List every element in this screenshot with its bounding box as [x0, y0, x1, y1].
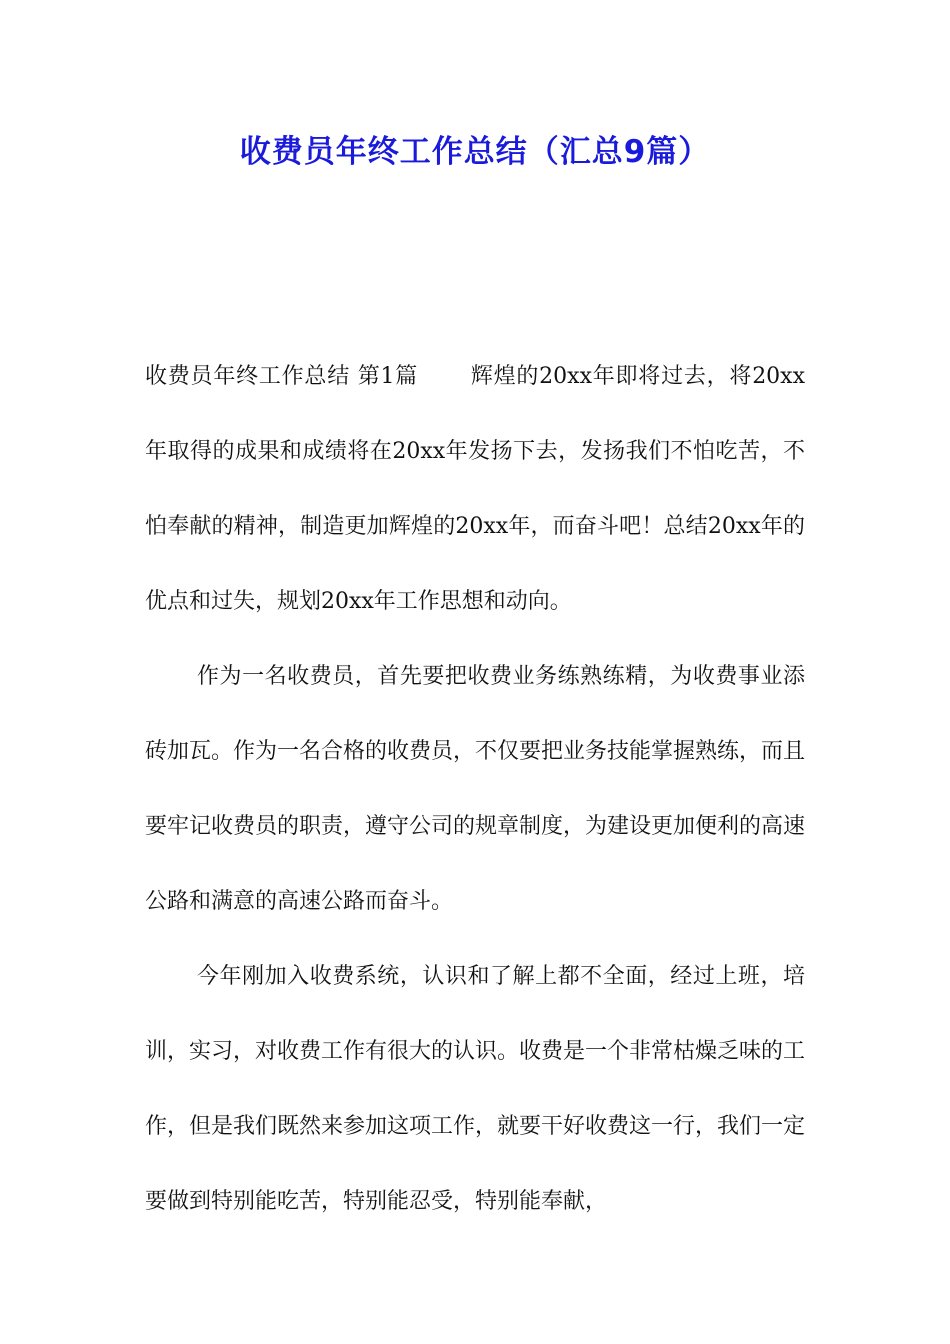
paragraph-1-text: 辉煌的20xx年即将过去，将20xx年取得的成果和成绩将在20xx年发扬下去，发扬我们不怕吃苦，不怕奉献的精神，制造更加辉煌的20xx年，而奋斗吧！总结20xx年的优点和过失，规划20xx年工作思想和动向。 — [145, 364, 805, 614]
document-body — [145, 339, 805, 1239]
paragraph-3: 今年刚加入收费系统，认识和了解上都不全面，经过上班，培训，实习，对收费工作有很大的认识。收费是一个非常枯燥乏味的工作，但是我们既然来参加这项工作，就要干好收费这一行，我们一定要做到特别能吃苦，特别能忍受，特别能奉献， — [145, 964, 806, 1214]
paragraph-1 — [145, 339, 805, 639]
paragraph-2: 作为一名收费员，首先要把收费业务练熟练精，为收费事业添砖加瓦。作为一名合格的收费员，不仅要把业务技能掌握熟练，而且要牢记收费员的职责，遵守公司的规章制度，为建设更加便利的高速公路和满意的高速公路而奋斗。 — [145, 664, 806, 914]
document-title: 收费员年终工作总结（汇总9篇） — [239, 134, 711, 170]
section-heading: 收费员年终工作总结 第1篇 — [145, 364, 419, 389]
